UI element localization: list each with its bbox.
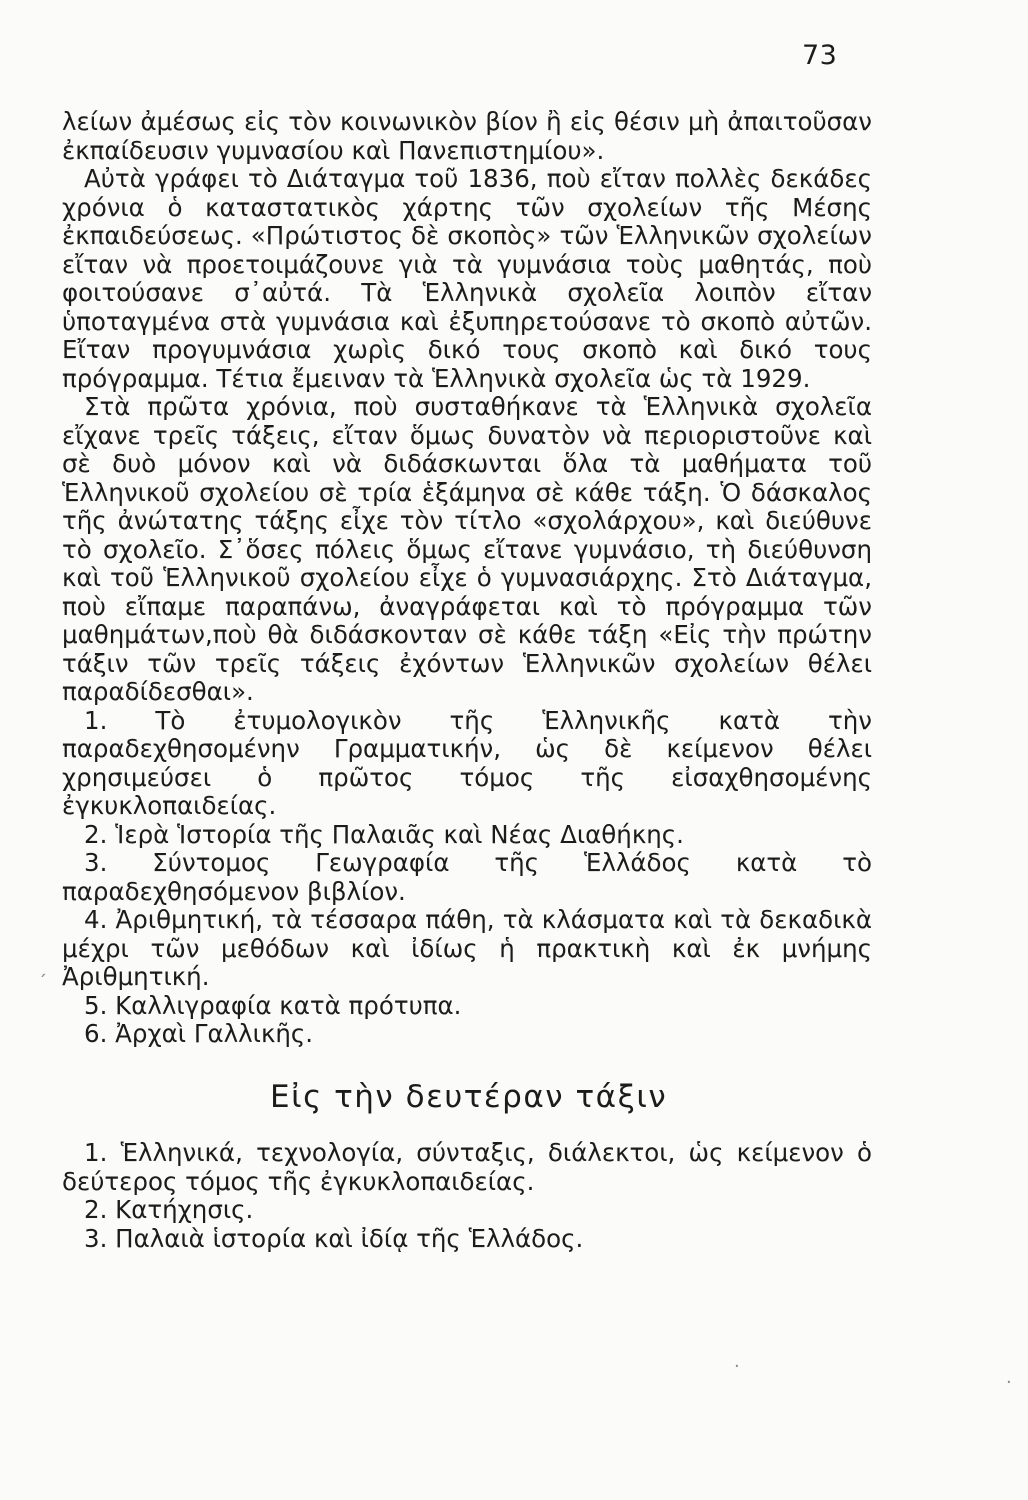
- list-item: 3. Σύντομος Γεωγραφία τῆς Ἑλλάδος κατὰ τὸ παραδεχθησόμενον βιβλίον.: [62, 848, 872, 906]
- second-class-curriculum-list: [62, 1139, 872, 1253]
- page-number: 73: [802, 40, 838, 71]
- list-item: 4. Ἀριθμητική, τὰ τέσσαρα πάθη, τὰ κλάσματα καὶ τὰ δεκαδικὰ μέχρι τῶν μεθόδων καὶ ἰδίως ἡ πρακτικὴ καὶ ἐκ μνήμης Ἀριθμητική.: [62, 905, 872, 991]
- paragraph-first-years: Στὰ πρῶτα χρόνια, ποὺ συσταθήκανε τὰ Ἑλληνικὰ σχολεῖα εἴχανε τρεῖς τάξεις, εἴταν ὅμως δυνατὸν νὰ περιοριστοῦνε καὶ σὲ δυὸ μόνον καὶ νὰ διδάσκωνται ὅλα τὰ μαθήματα τοῦ Ἑλληνικοῦ σχολείου σὲ τρία ἑξάμηνα σὲ κάθε τάξη. Ὁ δάσκαλος τῆς ἀνώτατης τάξης εἶχε τὸν τίτλο «σχολάρχου», καὶ διεύθυνε τὸ σχολεῖο. Σ᾽ὅσες πόλεις ὅμως εἴτανε γυμνάσιο, τὴ διεύθυνση καὶ τοῦ Ἑλληνικοῦ σχολείου εἶχε ὁ γυμνασιάρχης. Στὸ Διάταγμα, ποὺ εἴπαμε παραπάνω, ἀναγράφεται καὶ τὸ πρόγραμμα τῶν μαθημάτων,ποὺ θὰ διδάσκονταν σὲ κάθε τάξη «Εἰς τὴν πρώτην τάξιν τῶν τρεῖς τάξεις ἐχόντων Ἑλληνικῶν σχολείων θέλει παραδίδεσθαι».: [62, 392, 872, 706]
- list-item: 5. Καλλιγραφία κατὰ πρότυπα.: [84, 990, 462, 1020]
- ink-speck: ·: [1006, 1372, 1012, 1393]
- paragraph-continuation: λείων ἀμέσως εἰς τὸν κοινωνικὸν βίον ἢ εἰς θέσιν μὴ ἀπαιτοῦσαν ἐκπαίδευσιν γυμνασίου καὶ Πανεπιστημίου».: [62, 107, 872, 165]
- margin-mark: ´: [38, 972, 47, 993]
- ink-speck: ·: [734, 1356, 740, 1377]
- page-body: [62, 108, 872, 1253]
- list-item: 2. Ἱερὰ Ἱστορία τῆς Παλαιᾶς καὶ Νέας Διαθήκης.: [84, 819, 684, 849]
- list-item: 6. Ἀρχαὶ Γαλλικῆς.: [84, 1019, 314, 1048]
- list-item: 1. Ἑλληνικά, τεχνολογία, σύνταξις, διάλεκτοι, ὡς κείμενον ὁ δεύτερος τόμος τῆς ἐγκυκλοπαιδείας.: [62, 1138, 872, 1196]
- section-heading: Εἰς τὴν δευτέραν τάξιν: [270, 1078, 668, 1115]
- list-item: 2. Κατήχησις.: [84, 1195, 254, 1224]
- list-item: 1. Τὸ ἐτυμολογικὸν τῆς Ἑλληνικῆς κατὰ τὴν παραδεχθησομένην Γραμματικήν, ὡς δὲ κείμενον θέλει χρησιμεύσει ὁ πρῶτος τόμος τῆς εἰσαχθησομένης ἐγκυκλοπαιδείας.: [62, 705, 872, 820]
- first-class-curriculum-list: [62, 707, 872, 1049]
- list-item: 3. Παλαιὰ ἱστορία καὶ ἰδίᾳ τῆς Ἑλλάδος.: [84, 1223, 584, 1253]
- paragraph-decree-1836: Αὐτὰ γράφει τὸ Διάταγμα τοῦ 1836, ποὺ εἴταν πολλὲς δεκάδες χρόνια ὁ καταστατικὸς χάρτης τῶν σχολείων τῆς Μέσης ἐκπαιδεύσεως. «Πρώτιστος δὲ σκοπὸς» τῶν Ἑλληνικῶν σχολείων εἴταν νὰ προετοιμάζουνε γιὰ τὰ γυμνάσια τοὺς μαθητάς, ποὺ φοιτούσανε σ᾽αὐτά. Τὰ Ἑλληνικὰ σχολεῖα λοιπὸν εἴταν ὑποταγμένα στὰ γυμνάσια καὶ ἐξυπηρετούσανε τὸ σκοπὸ αὐτῶν. Εἴταν προγυμνάσια χωρὶς δικό τους σκοπὸ καὶ δικό τους πρόγραμμα. Τέτια ἔμειναν τὰ Ἑλληνικὰ σχολεῖα ὡς τὰ 1929.: [62, 164, 872, 393]
